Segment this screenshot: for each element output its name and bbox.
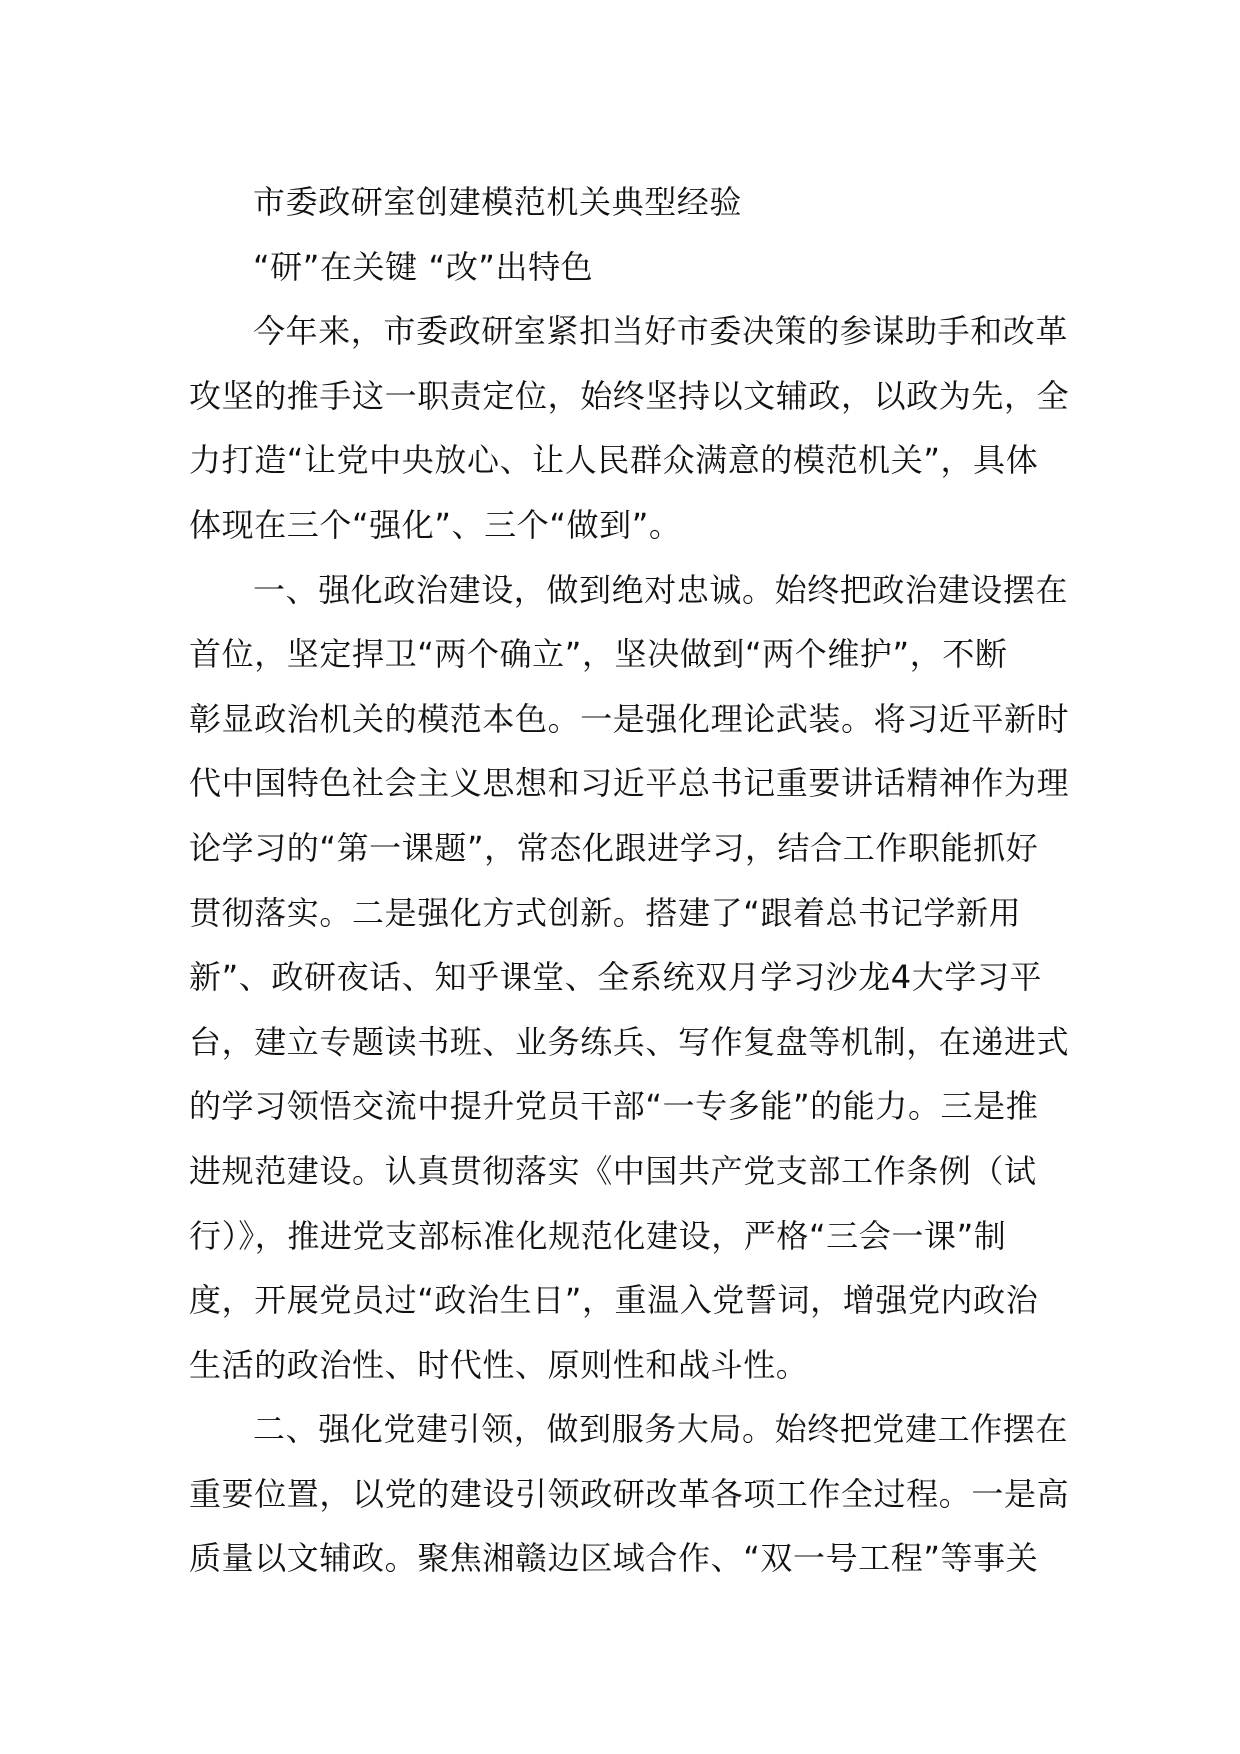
paragraph-1-line-1: 今年来，市委政研室紧扣当好市委决策的参谋助手和改革 <box>253 312 1069 351</box>
paragraph-3-line-1: 二、强化党建引领，做到服务大局。始终把党建工作摆在 <box>253 1410 1069 1449</box>
paragraph-2-line-9: 的学习领悟交流中提升党员干部“一专多能”的能力。三是推 <box>189 1087 1039 1126</box>
paragraph-2-line-8: 台，建立专题读书班、业务练兵、写作复盘等机制，在递进式 <box>189 1022 1070 1061</box>
paragraph-2-line-6: 贯彻落实。二是强化方式创新。搭建了“跟着总书记学新用 <box>189 893 1022 932</box>
document-page <box>189 170 1070 1591</box>
paragraph-3-line-3: 质量以文辅政。聚焦湘赣边区域合作、“双一号工程”等事关 <box>189 1539 1039 1578</box>
paragraph-2-line-3: 彰显政治机关的模范本色。一是强化理论武装。将习近平新时 <box>189 699 1070 738</box>
paragraph-2-line-13: 生活的政治性、时代性、原则性和战斗性。 <box>189 1345 809 1384</box>
document-subtitle: “研”在关键 “改”出特色 <box>253 247 594 286</box>
document-title: 市委政研室创建模范机关典型经验 <box>253 183 743 221</box>
paragraph-1-line-2: 攻坚的推手这一职责定位，始终坚持以文辅政，以政为先，全 <box>189 376 1070 415</box>
paragraph-2-line-1: 一、强化政治建设，做到绝对忠诚。始终把政治建设摆在 <box>253 570 1069 609</box>
paragraph-2-line-5: 论学习的“第一课题”，常态化跟进学习，结合工作职能抓好 <box>189 828 1039 867</box>
paragraph-3-line-2: 重要位置，以党的建设引领政研改革各项工作全过程。一是高 <box>189 1474 1070 1513</box>
paragraph-2-line-10: 进规范建设。认真贯彻落实《中国共产党支部工作条例（试 <box>189 1151 1037 1190</box>
paragraph-2-line-4: 代中国特色社会主义思想和习近平总书记重要讲话精神作为理 <box>189 764 1070 803</box>
paragraph-2-line-7: 新”、政研夜话、知乎课堂、全系统双月学习沙龙4大学习平 <box>189 958 1043 997</box>
paragraph-1-line-3: 力打造“让党中央放心、让人民群众满意的模范机关”，具体 <box>189 441 1039 480</box>
paragraph-2-line-11: 行）》，推进党支部标准化规范化建设，严格“三会一课”制 <box>189 1216 1007 1255</box>
paragraph-2-line-2: 首位，坚定捍卫“两个确立”，坚决做到“两个维护”，不断 <box>189 635 1008 674</box>
paragraph-1-line-4: 体现在三个“强化”、三个“做到”。 <box>189 505 682 544</box>
paragraph-2-line-12: 度，开展党员过“政治生日”，重温入党誓词，增强党内政治 <box>189 1281 1039 1320</box>
